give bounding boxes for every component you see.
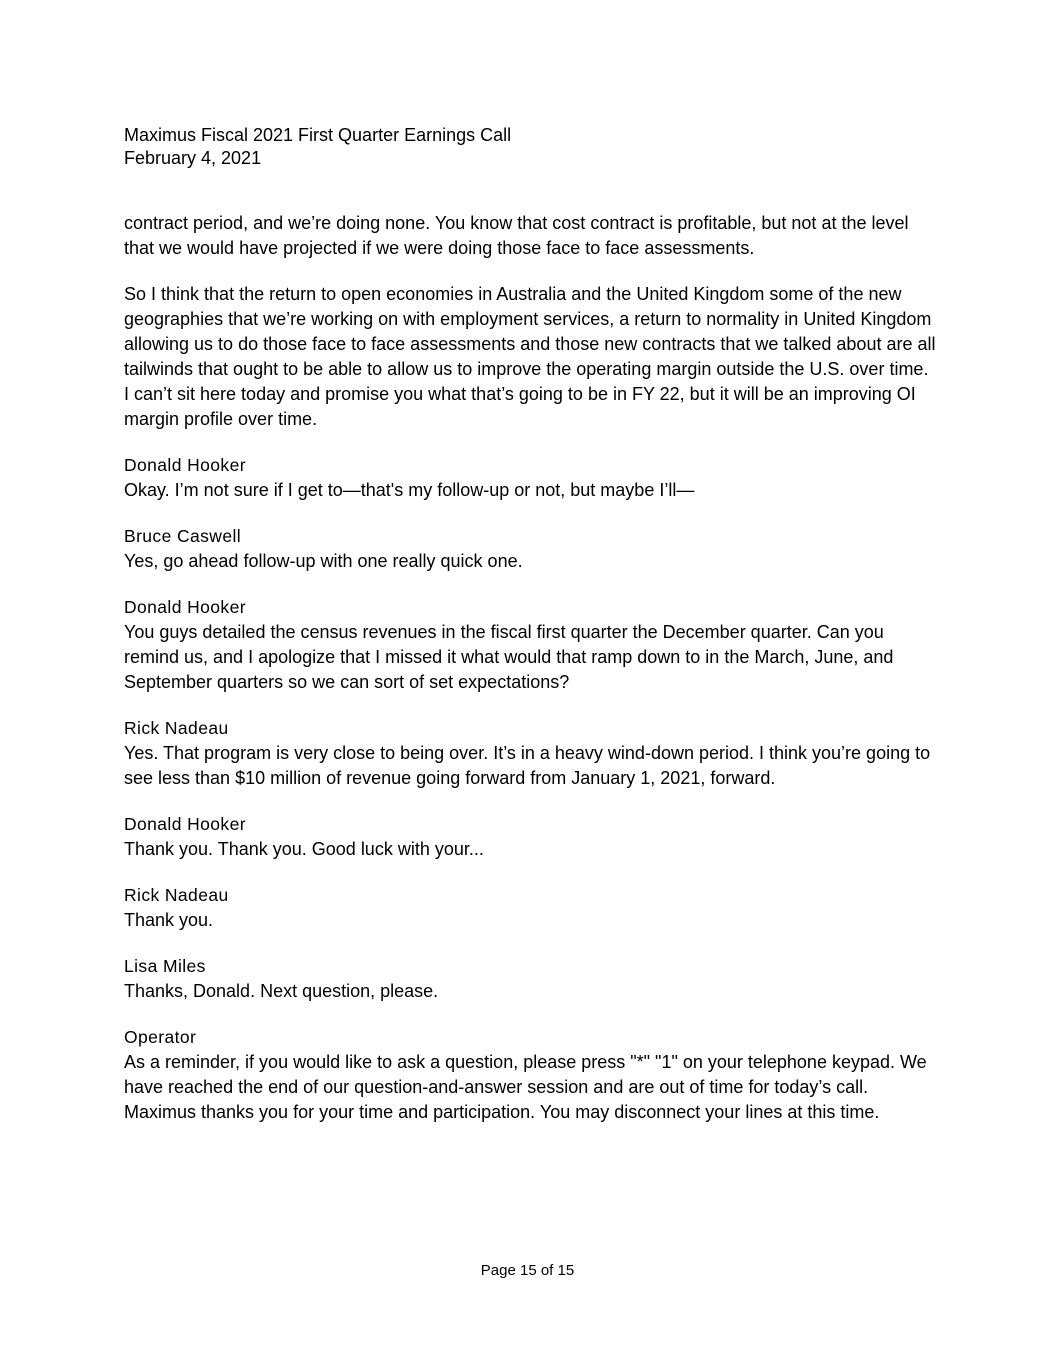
paragraph: So I think that the return to open economies in Australia and the United Kingdom some of the new geographies that we’re working on with employment services, a return to normality in United Kingdom allowing us to do those face to face assessments and those new contracts that we talked about are all tailwinds that ought to be able to allow us to improve the operating margin outside the U.S. over time. I can’t sit here today and promise you what that’s going to be in FY 22, but it will be an improving OI margin profile over time. xyxy=(124,284,936,429)
speaker-name: Lisa Miles xyxy=(124,956,206,976)
paragraph: contract period, and we’re doing none. You know that cost contract is profitable, but not at the level that we would have projected if we were doing those face to face assessments. xyxy=(124,213,909,258)
transcript-turn xyxy=(124,716,936,791)
speaker-text: As a reminder, if you would like to ask a question, please press "*" "1" on your telephone keypad. We have reached the end of our question-and-answer session and are out of time for today’s call. Maximus thanks you for your time and participation. You may disconnect your lines at this time. xyxy=(124,1052,927,1122)
header-date: February 4, 2021 xyxy=(124,148,262,168)
transcript-turn xyxy=(124,524,936,574)
speaker-name: Donald Hooker xyxy=(124,814,246,834)
transcript-body xyxy=(124,211,936,1146)
speaker-text: Yes, go ahead follow-up with one really quick one. xyxy=(124,551,523,571)
speaker-text: You guys detailed the census revenues in the fiscal first quarter the December quarter. Can you remind us, and I apologize that I missed it what would that ramp down to in the March, June, and September quarters so we can sort of set expectations? xyxy=(124,622,894,692)
transcript-turn xyxy=(124,453,936,503)
page-number: Page 15 of 15 xyxy=(480,1262,575,1279)
transcript-turn xyxy=(124,1025,936,1125)
transcript-turn xyxy=(124,812,936,862)
speaker-name: Bruce Caswell xyxy=(124,526,242,546)
speaker-text: Thank you. xyxy=(124,910,214,930)
speaker-name: Donald Hooker xyxy=(124,455,246,475)
transcript-turn xyxy=(124,954,936,1004)
speaker-name: Rick Nadeau xyxy=(124,718,229,738)
speaker-name: Donald Hooker xyxy=(124,597,246,617)
speaker-text: Okay. I’m not sure if I get to—that's my follow-up or not, but maybe I’ll— xyxy=(124,480,695,500)
speaker-text: Thanks, Donald. Next question, please. xyxy=(124,981,439,1001)
speaker-name: Operator xyxy=(124,1027,197,1047)
speaker-text: Thank you. Thank you. Good luck with your... xyxy=(124,839,484,859)
header-title: Maximus Fiscal 2021 First Quarter Earnings Call xyxy=(124,125,512,145)
transcript-turn xyxy=(124,883,936,933)
transcript-turn xyxy=(124,595,936,695)
page-header xyxy=(124,124,511,170)
speaker-text: Yes. That program is very close to being over. It’s in a heavy wind-down period. I think you’re going to see less than $10 million of revenue going forward from January 1, 2021, forward. xyxy=(124,743,931,788)
speaker-name: Rick Nadeau xyxy=(124,885,229,905)
page-footer xyxy=(0,1261,1055,1281)
